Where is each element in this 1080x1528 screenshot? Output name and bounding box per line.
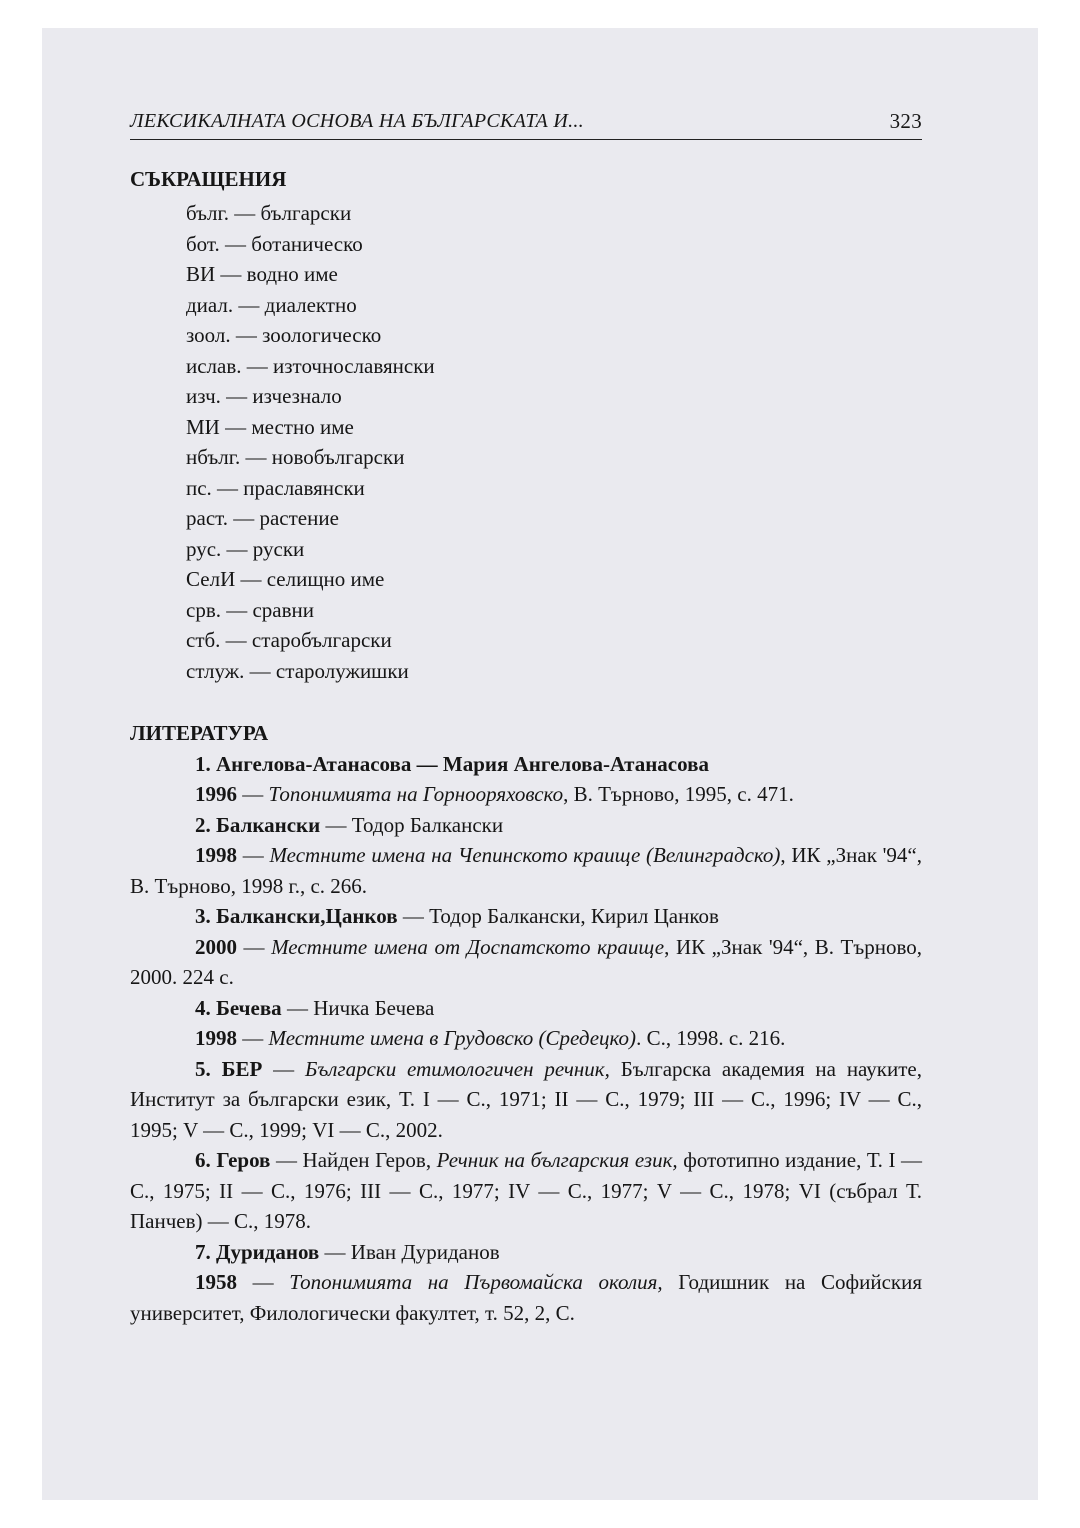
reference-year: 1958 <box>195 1270 237 1294</box>
reference-author-key: 5. БЕР <box>195 1056 263 1081</box>
reference-title: Местните имена в Грудовско (Средецко) <box>268 1026 637 1050</box>
reference-details: . С., 1998. с. 216. <box>636 1026 786 1050</box>
reference-3-body: 2000 — Местните имена от Доспатското краище, ИК „Знак '94“, В. Търново, 2000. 224 с. <box>130 934 922 989</box>
reference-details: Годишник на Софийския университет, Филологически факултет, т. 52, 2, С. <box>130 1270 922 1325</box>
reference-author-key: 4. Бечева <box>195 995 282 1020</box>
reference-title: Български етимологичен речник, <box>304 1056 610 1081</box>
abbreviation-item: бот. — ботаническо <box>186 231 363 256</box>
abbreviations-title: СЪКРАЩЕНИЯ <box>130 166 287 191</box>
reference-title: Местните имена на Чепинското краище (Велинградско) <box>269 843 781 867</box>
reference-title: Топонимията на Горнооряховско <box>268 782 564 806</box>
reference-7-body <box>130 1267 922 1328</box>
reference-author: — Тодор Балкански <box>320 812 504 837</box>
reference-author-key: 2. Балкански <box>195 812 321 837</box>
reference-7-head <box>130 1237 922 1268</box>
reference-2-body: 1998 — Местните имена на Чепинското краище (Велинградско), ИК „Знак '94“, В. Търново, 1998 г., с. 266. <box>130 843 922 898</box>
reference-title: Местните имена от Доспатското краище <box>271 934 665 959</box>
reference-title: Топонимията на Първомайска околия, <box>289 1270 663 1294</box>
abbreviation-item: срв. — сравни <box>186 597 315 622</box>
reference-details: , В. Търново, 1995, с. 471. <box>563 782 794 806</box>
reference-year: 2000 <box>195 934 237 959</box>
reference-author-key: 7. Дуриданов <box>195 1239 320 1264</box>
reference-details: Българска академия на науките, Институт за български език, Т. I — С., 1971; II — С., 1979; III — С., 1996; IV — С., 1995; V — С., 1999; VI — С., 2002. <box>130 1056 922 1142</box>
abbreviation-item: бълг. — български <box>186 201 352 225</box>
running-title: ЛЕКСИКАЛНАТА ОСНОВА НА БЪЛГАРСКАТА И... <box>130 110 584 132</box>
reference-author: — Тодор Балкански, Кирил Цанков <box>397 904 719 928</box>
abbreviation-item: зоол. — зоологическо <box>186 323 382 347</box>
reference-6 <box>130 1145 922 1237</box>
literature-title: ЛИТЕРАТУРА <box>130 721 269 745</box>
reference-1-head: 1. Ангелова-Атанасова — Мария Ангелова-Атанасова <box>195 751 709 776</box>
reference-dash: — <box>262 1056 305 1081</box>
reference-details: , ИК „Знак '94“, В. Търново, 2000. 224 с. <box>130 934 922 989</box>
abbreviation-item: рус. — руски <box>186 536 305 561</box>
abbreviation-item: пс. — праславянски <box>186 475 365 500</box>
abbreviation-item: раст. — растение <box>186 506 339 530</box>
reference-details: , ИК „Знак '94“, В. Търново, 1998 г., с. 266. <box>130 843 922 898</box>
reference-2-head <box>130 810 922 841</box>
page-sheet <box>42 28 1038 1500</box>
reference-details: фототипно издание, Т. I — С., 1975; II — С., 1976; III — С., 1977; IV — С., 1977; V — С., 1978; VI (събрал Т. Панчев) — С., 1978. <box>130 1148 923 1233</box>
abbreviation-item: изч. — изчезнало <box>186 384 342 408</box>
reference-5 <box>130 1054 922 1146</box>
reference-4-head <box>130 993 922 1024</box>
reference-year: 1998 <box>195 1026 237 1050</box>
reference-1-body: 1996 — Топонимията на Горнооряховско, В. Търново, 1995, с. 471. <box>195 782 794 806</box>
running-header <box>130 106 922 140</box>
abbreviation-item: стлуж. — старолужишки <box>186 658 409 683</box>
abbreviation-item: ВИ — водно име <box>186 262 338 286</box>
abbreviation-item: СелИ — селищно име <box>186 567 385 591</box>
abbreviation-item: МИ — местно име <box>186 414 354 439</box>
reference-3-head <box>130 901 922 932</box>
reference-4-body: 1998 — Местните имена в Грудовско (Средецко). С., 1998. с. 216. <box>195 1026 786 1050</box>
abbreviations-list <box>130 198 922 686</box>
page-number: 323 <box>889 109 922 133</box>
page-content <box>130 106 922 1328</box>
reference-list <box>130 749 922 1329</box>
reference-author: — Найден Геров, <box>270 1148 437 1172</box>
abbreviation-item: нбълг. — новобългарски <box>186 445 405 469</box>
abbreviation-item: стб. — старобългарски <box>186 628 392 652</box>
abbreviation-item: ислав. — източнославянски <box>186 353 435 378</box>
reference-year: 1996 <box>195 782 237 806</box>
reference-year: 1998 <box>195 843 237 867</box>
abbreviation-item: диал. — диалектно <box>186 292 357 317</box>
reference-author-key: 3. Балкански,Цанков <box>195 904 398 928</box>
reference-author: — Иван Дуриданов <box>319 1239 500 1264</box>
reference-author: — Ничка Бечева <box>281 995 435 1020</box>
reference-author-key: 6. Геров <box>195 1148 271 1172</box>
reference-dash: — <box>237 1270 290 1294</box>
reference-title: Речник на българския език, <box>436 1148 678 1172</box>
